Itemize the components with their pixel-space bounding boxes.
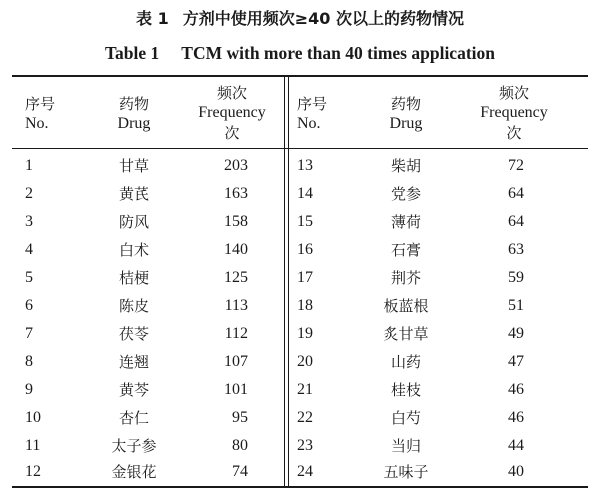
- cell-drug: 桔梗: [118, 269, 149, 287]
- header-no-left: [25, 94, 55, 134]
- cell-no: 4: [25, 241, 33, 258]
- cell-frequency: 95: [232, 409, 248, 426]
- cell-drug: 薄荷: [390, 213, 421, 231]
- cell-frequency: 107: [224, 353, 248, 370]
- table-top-rule: [12, 75, 588, 77]
- cell-frequency: 40: [508, 463, 524, 480]
- cell-no: 23: [297, 437, 313, 454]
- cell-no: 24: [297, 463, 313, 480]
- cell-frequency: 101: [224, 381, 248, 398]
- table-row: [0, 348, 600, 376]
- header-drug-en: Drug: [389, 115, 423, 132]
- cell-drug: 五味子: [383, 463, 429, 481]
- table-row: [0, 292, 600, 320]
- cell-drug: 金银花: [111, 463, 157, 481]
- header-frequency-left: [182, 83, 282, 143]
- header-frequency-right: [464, 83, 564, 143]
- table-row: [0, 208, 600, 236]
- cell-no: 17: [297, 269, 313, 286]
- cell-frequency: 80: [232, 437, 248, 454]
- header-no-en: No.: [25, 115, 49, 132]
- cell-no: 18: [297, 297, 313, 314]
- cell-frequency: 51: [508, 297, 524, 314]
- cell-no: 1: [25, 157, 33, 174]
- cell-no: 3: [25, 213, 33, 230]
- table-row: [0, 152, 600, 180]
- header-frequency-unit: 次: [224, 124, 240, 142]
- cell-no: 7: [25, 325, 33, 342]
- table-row: [0, 376, 600, 404]
- header-no-right: [297, 94, 327, 134]
- header-frequency-en: Frequency: [198, 104, 266, 121]
- cell-drug: 白术: [118, 241, 149, 259]
- cell-drug: 当归: [390, 437, 421, 455]
- header-no-cn: 序号: [297, 95, 328, 113]
- cell-drug: 茯苓: [118, 325, 149, 343]
- table-title-en: TCM with more than 40 times application: [181, 43, 495, 63]
- table-row: [0, 458, 600, 486]
- cell-frequency: 72: [508, 157, 524, 174]
- header-frequency-en: Frequency: [480, 104, 548, 121]
- table-caption-cn: [0, 8, 600, 30]
- cell-frequency: 59: [508, 269, 524, 286]
- cell-drug: 炙甘草: [383, 325, 429, 343]
- cell-frequency: 64: [508, 213, 524, 230]
- cell-no: 2: [25, 185, 33, 202]
- table-row: [0, 404, 600, 432]
- table-row: [0, 180, 600, 208]
- cell-drug: 黄芩: [118, 381, 149, 399]
- cell-frequency: 163: [224, 185, 248, 202]
- cell-frequency: 63: [508, 241, 524, 258]
- header-drug-left: [94, 94, 174, 134]
- table-row: [0, 320, 600, 348]
- header-drug-cn: 药物: [390, 95, 421, 113]
- cell-frequency: 140: [224, 241, 248, 258]
- cell-no: 19: [297, 325, 313, 342]
- cell-drug: 黄芪: [118, 185, 149, 203]
- cell-frequency: 46: [508, 381, 524, 398]
- cell-drug: 白芍: [390, 409, 421, 427]
- cell-drug: 党参: [390, 185, 421, 203]
- cell-drug: 板蓝根: [383, 297, 429, 315]
- cell-drug: 荆芥: [390, 269, 421, 287]
- cell-no: 13: [297, 157, 313, 174]
- table-row: [0, 264, 600, 292]
- cell-drug: 石膏: [390, 241, 421, 259]
- table-row: [0, 432, 600, 460]
- cell-no: 16: [297, 241, 313, 258]
- cell-frequency: 49: [508, 325, 524, 342]
- cell-frequency: 74: [232, 463, 248, 480]
- cell-no: 20: [297, 353, 313, 370]
- header-no-cn: 序号: [25, 95, 56, 113]
- table-row: [0, 236, 600, 264]
- cell-frequency: 112: [224, 325, 248, 342]
- table-header-rule: [12, 148, 588, 149]
- cell-drug: 甘草: [118, 157, 149, 175]
- cell-no: 15: [297, 213, 313, 230]
- cell-drug: 桂枝: [390, 381, 421, 399]
- header-drug-cn: 药物: [118, 95, 149, 113]
- cell-drug: 太子参: [111, 437, 157, 455]
- cell-drug: 连翘: [118, 353, 149, 371]
- cell-no: 12: [25, 463, 41, 480]
- cell-drug: 陈皮: [118, 297, 149, 315]
- cell-drug: 防风: [118, 213, 149, 231]
- cell-no: 8: [25, 353, 33, 370]
- cell-no: 21: [297, 381, 313, 398]
- cell-no: 9: [25, 381, 33, 398]
- cell-frequency: 203: [224, 157, 248, 174]
- cell-no: 10: [25, 409, 41, 426]
- cell-drug: 山药: [390, 353, 421, 371]
- cell-frequency: 47: [508, 353, 524, 370]
- cell-frequency: 46: [508, 409, 524, 426]
- cell-drug: 杏仁: [118, 409, 149, 427]
- cell-no: 5: [25, 269, 33, 286]
- cell-no: 11: [25, 437, 41, 454]
- header-no-en: No.: [297, 115, 321, 132]
- table-label-cn: 表 1: [136, 9, 169, 28]
- header-frequency-unit: 次: [506, 124, 522, 142]
- header-drug-en: Drug: [117, 115, 151, 132]
- header-frequency-cn: 频次: [498, 84, 529, 102]
- cell-drug: 柴胡: [390, 157, 421, 175]
- cell-no: 6: [25, 297, 33, 314]
- table-bottom-rule: [12, 486, 588, 488]
- cell-frequency: 158: [224, 213, 248, 230]
- header-drug-right: [366, 94, 446, 134]
- table-caption-en: [0, 42, 600, 64]
- table-label-en: Table 1: [104, 43, 160, 63]
- cell-frequency: 113: [224, 297, 248, 314]
- cell-frequency: 44: [508, 437, 524, 454]
- cell-no: 22: [297, 409, 313, 426]
- table-title-cn: 方剂中使用频次≥40 次以上的药物情况: [182, 9, 464, 28]
- cell-frequency: 64: [508, 185, 524, 202]
- header-frequency-cn: 频次: [216, 84, 247, 102]
- cell-no: 14: [297, 185, 313, 202]
- cell-frequency: 125: [224, 269, 248, 286]
